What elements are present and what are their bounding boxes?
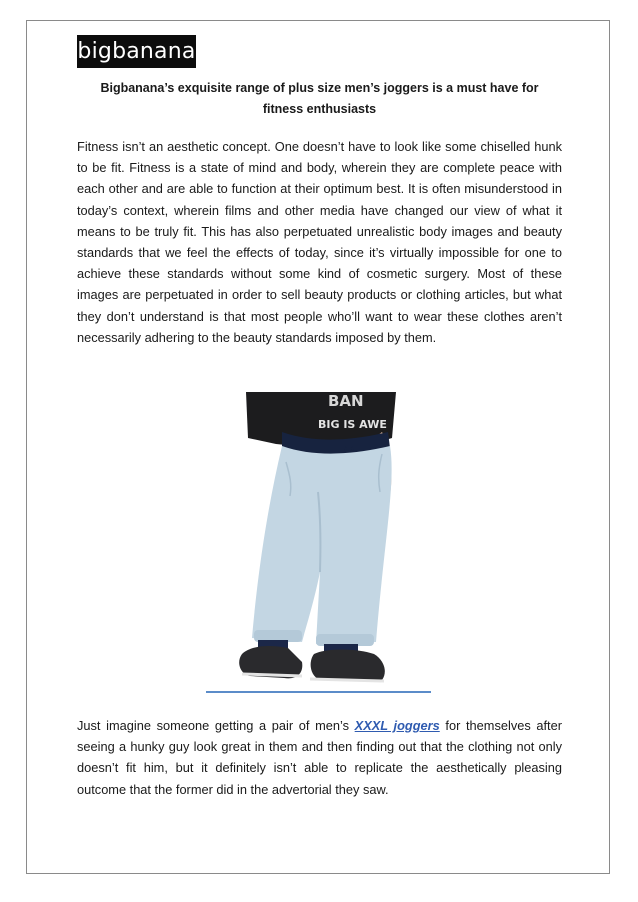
paragraph-joggers [77,715,562,800]
product-photo [206,392,430,690]
joggers-illustration [206,392,430,690]
photo-underline [206,691,431,693]
paragraph-joggers-start: Just imagine someone getting a pair of men’s [77,718,355,733]
joggers-shape [252,446,392,644]
article-title [77,78,562,120]
brand-logo: bigbanana [77,35,196,68]
paragraph-joggers-end: for themselves after seeing a hunky guy look great in them and then finding out that the clothing not only doesn’t fit him, but it definitely isn’t able to replicate the aesthetically pleasing outcome that the former did in the advertorial they saw. [77,718,562,797]
paragraph-intro: Fitness isn’t an aesthetic concept. One doesn’t have to look like some chiselled hunk to be fit. Fitness is a state of mind and body, wherein they are complete peace with each other and are able to function at their optimum best. It is often misunderstood in today’s context, wherein films and other media have changed our view of what it means to be truly fit. This has also perpetuated unrealistic body images and beauty standards that we feel the effects of today, since it’s virtually impossible for one to achieve these standards without some kind of cosmetic surgery. Most of these images are perpetuated in order to sell beauty products or clothing articles, but what they don’t understand is that most people who’ll want to wear these clothes aren’t necessarily adhering to the beauty standards imposed by them. [77,139,562,345]
shirt-print-line-1: BAN [328,392,364,410]
title-line-1: Bigbanana’s exquisite range of plus size men’s joggers is a must have for [100,81,539,95]
shirt-print-line-2: BIG IS AWE [318,418,387,431]
xxxl-joggers-link[interactable]: XXXL joggers [354,718,440,733]
right-shoe-shape [311,650,385,681]
title-line-2: fitness enthusiasts [262,102,377,116]
